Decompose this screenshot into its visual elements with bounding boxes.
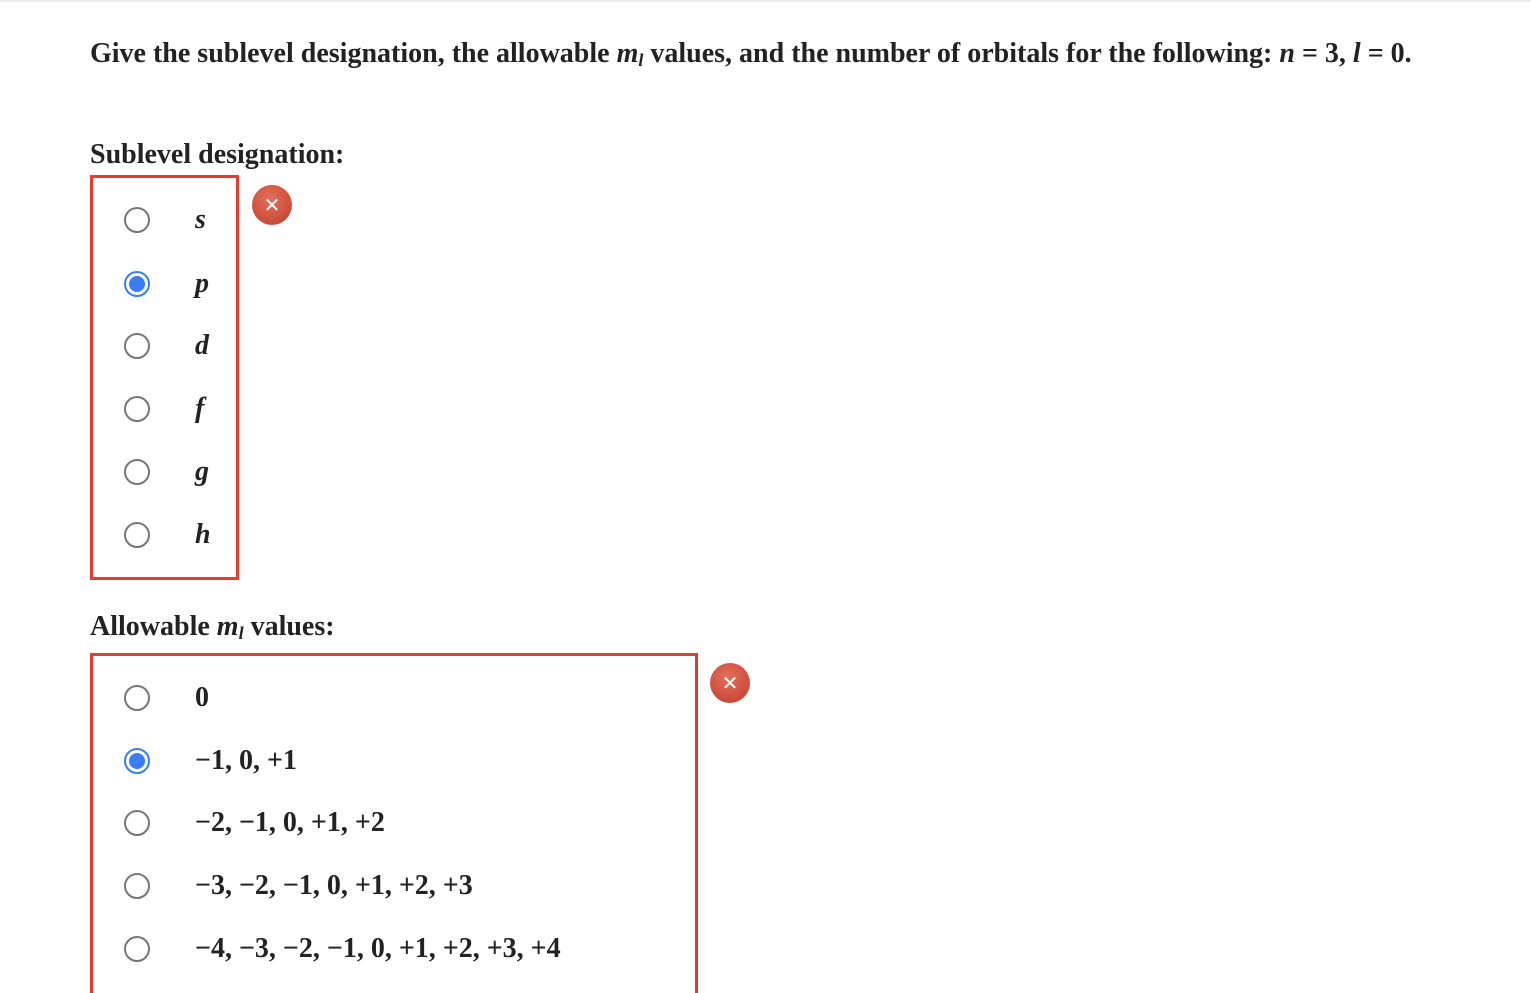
- ml-option-4[interactable]: [124, 933, 561, 965]
- ml-values-label: Allowable $m_l$ values:: [90, 611, 335, 643]
- option-label: 0: [195, 682, 209, 713]
- option-label: −2, −1, 0, +1, +2: [195, 807, 385, 838]
- option-label: h: [195, 519, 211, 550]
- ml-option-3[interactable]: [124, 870, 473, 902]
- radio-button[interactable]: [124, 685, 150, 711]
- option-label: g: [195, 456, 209, 487]
- option-label: −1, 0, +1: [195, 745, 297, 776]
- option-label: d: [195, 330, 209, 361]
- ml-option-0[interactable]: [124, 682, 209, 714]
- sublevel-option-d[interactable]: [124, 330, 209, 362]
- sublevel-option-g[interactable]: [124, 456, 209, 488]
- sublevel-option-h[interactable]: [124, 519, 211, 551]
- radio-button[interactable]: [124, 522, 150, 548]
- ml-option-2[interactable]: [124, 807, 385, 839]
- radio-button-selected[interactable]: [124, 748, 150, 774]
- radio-button[interactable]: [124, 936, 150, 962]
- radio-button[interactable]: [124, 396, 150, 422]
- radio-button-selected[interactable]: [124, 271, 150, 297]
- option-label: −4, −3, −2, −1, 0, +1, +2, +3, +4: [195, 933, 561, 964]
- radio-button[interactable]: [124, 459, 150, 485]
- sublevel-option-f[interactable]: [124, 393, 205, 425]
- option-label: s: [195, 204, 206, 235]
- question-text: Give the sublevel designation, the allowable $m_l$ values, and the number of orbitals for the following: n = 3, l = 0.: [90, 38, 1412, 70]
- option-label: p: [195, 268, 209, 299]
- radio-button[interactable]: [124, 333, 150, 359]
- option-label: −3, −2, −1, 0, +1, +2, +3: [195, 870, 473, 901]
- option-label: f: [195, 393, 205, 424]
- ml-option-1[interactable]: [124, 745, 297, 777]
- sublevel-label: Sublevel designation:: [90, 139, 345, 170]
- radio-button[interactable]: [124, 207, 150, 233]
- incorrect-x-icon: ✕: [252, 185, 292, 225]
- top-divider: [0, 0, 1531, 2]
- sublevel-option-s[interactable]: [124, 204, 206, 236]
- radio-button[interactable]: [124, 873, 150, 899]
- incorrect-x-icon: ✕: [710, 663, 750, 703]
- radio-button[interactable]: [124, 810, 150, 836]
- sublevel-option-p[interactable]: [124, 268, 209, 300]
- sublevel-answer-box: [90, 175, 239, 580]
